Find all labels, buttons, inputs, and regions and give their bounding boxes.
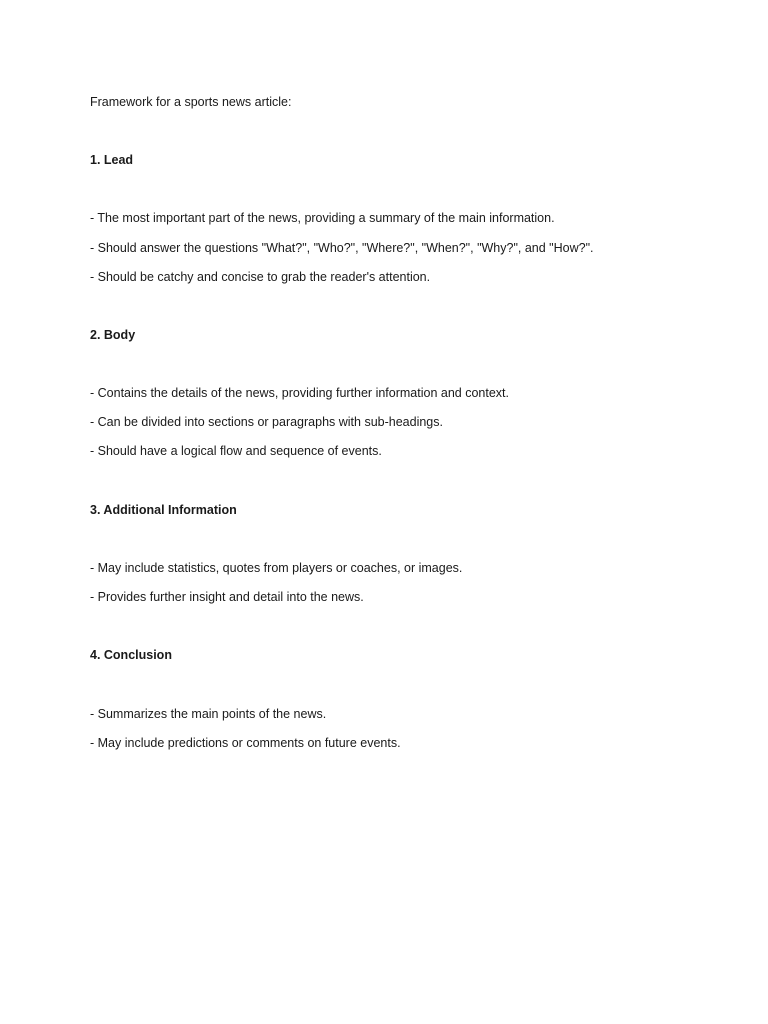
document-intro: Framework for a sports news article:: [90, 95, 292, 109]
section-heading-body: 2. Body: [90, 328, 136, 342]
body-bullet: - Can be divided into sections or paragraphs with sub-headings.: [90, 415, 443, 429]
body-bullet: - Contains the details of the news, providing further information and context.: [90, 386, 509, 400]
lead-bullet: - Should answer the questions "What?", "Who?", "Where?", "When?", "Why?", and "How?".: [90, 241, 594, 255]
lead-bullet: - Should be catchy and concise to grab the reader's attention.: [90, 270, 431, 284]
additional-information-bullet: - May include statistics, quotes from players or coaches, or images.: [90, 561, 463, 575]
body-bullet: - Should have a logical flow and sequence of events.: [90, 444, 382, 458]
lead-bullet: - The most important part of the news, providing a summary of the main information.: [90, 211, 555, 225]
additional-information-bullet: - Provides further insight and detail into the news.: [90, 590, 364, 604]
section-heading-additional-information: 3. Additional Information: [90, 503, 237, 517]
conclusion-bullet: - May include predictions or comments on future events.: [90, 736, 401, 750]
section-heading-conclusion: 4. Conclusion: [90, 648, 172, 662]
conclusion-bullet: - Summarizes the main points of the news.: [90, 707, 327, 721]
section-heading-lead: 1. Lead: [90, 153, 134, 167]
